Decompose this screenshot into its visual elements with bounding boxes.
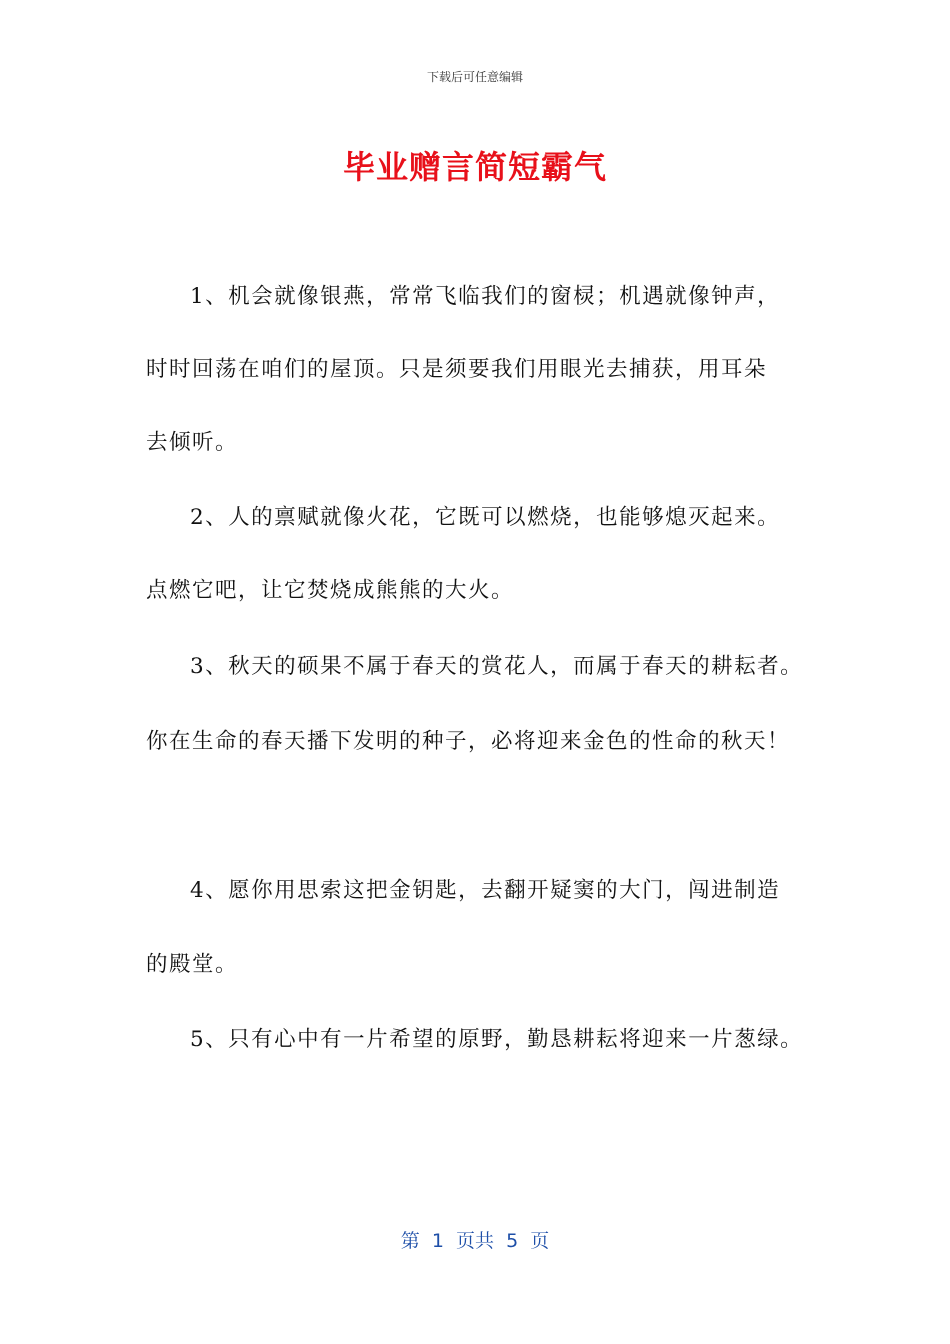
body-line-8: 4、愿你用思索这把金钥匙，去翻开疑窦的大门，闯进制造: [190, 878, 781, 903]
body-line-2: 时时回荡在咱们的屋顶。只是须要我们用眼光去捕获，用耳朵: [146, 357, 768, 382]
header-note: 下载后可任意编辑: [426, 70, 523, 84]
document-title: 毕业赠言简短霸气: [342, 148, 607, 186]
body-line-9: 的殿堂。: [146, 952, 239, 977]
body-line-3: 去倾听。: [146, 430, 239, 455]
page-footer: 第 1 页共 5 页: [400, 1230, 550, 1252]
body-line-5: 点燃它吧，让它焚烧成熊熊的大火。: [146, 578, 515, 603]
body-line-1: 1、机会就像银燕，常常飞临我们的窗棂；机遇就像钟声，: [190, 284, 781, 309]
body-line-7: 你在生命的春天播下发明的种子，必将迎来金色的性命的秋天！: [146, 729, 791, 754]
body-line-4: 2、人的禀赋就像火花，它既可以燃烧，也能够熄灭起来。: [190, 505, 781, 530]
body-line-10: 5、只有心中有一片希望的原野，勤恳耕耘将迎来一片葱绿。: [190, 1027, 804, 1052]
body-line-6: 3、秋天的硕果不属于春天的赏花人，而属于春天的耕耘者。: [190, 654, 804, 679]
